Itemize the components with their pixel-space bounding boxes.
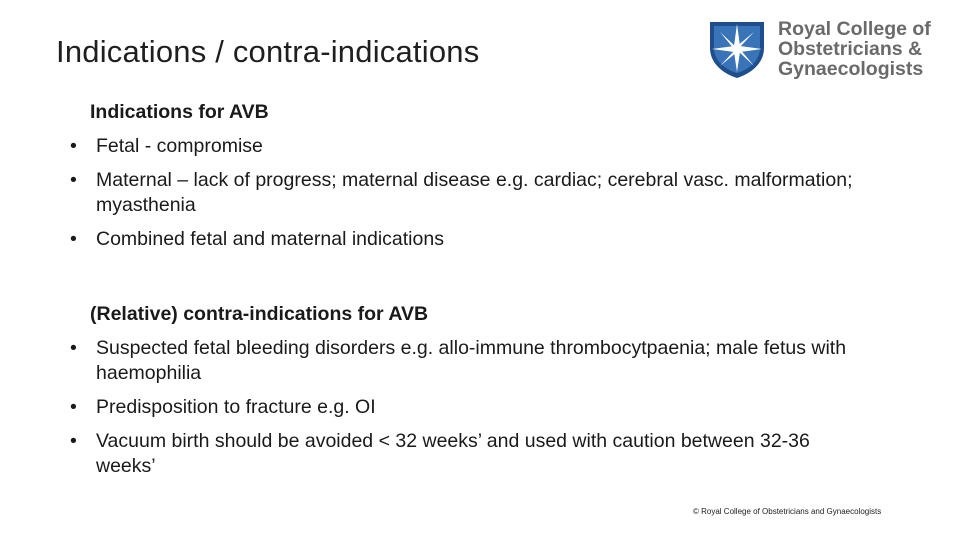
indications-heading: Indications for AVB bbox=[90, 101, 269, 123]
logo-line: Gynaecologists bbox=[778, 58, 924, 80]
list-item: • Maternal – lack of progress; maternal disease e.g. cardiac; cerebral vasc. malformation; myasthenia bbox=[70, 168, 856, 218]
list-item: • Fetal - compromise bbox=[70, 134, 856, 159]
rcog-logo bbox=[706, 18, 936, 80]
copyright-notice: © Royal College of Obstetricians and Gynaecologists bbox=[693, 507, 882, 516]
indications-list bbox=[70, 134, 856, 252]
contraindications-list bbox=[70, 336, 856, 479]
list-item: • Combined fetal and maternal indications bbox=[70, 227, 856, 252]
indications-section bbox=[70, 100, 856, 252]
logo-line: Royal College of bbox=[778, 18, 931, 40]
contraindications-heading: (Relative) contra-indications for AVB bbox=[90, 303, 429, 325]
contraindications-section bbox=[70, 302, 856, 479]
logo-line: Obstetricians & bbox=[778, 38, 923, 60]
list-item: • Vacuum birth should be avoided < 32 weeks’ and used with caution between 32-36 weeks’ bbox=[70, 429, 856, 479]
list-item: • Predisposition to fracture e.g. OI bbox=[70, 395, 856, 420]
shield-star-icon bbox=[706, 18, 768, 80]
list-item: • Suspected fetal bleeding disorders e.g. allo-immune thrombocytpaenia; male fetus with haemophilia bbox=[70, 336, 856, 386]
slide-title: Indications / contra-indications bbox=[56, 34, 480, 69]
logo-wordmark bbox=[778, 19, 931, 79]
